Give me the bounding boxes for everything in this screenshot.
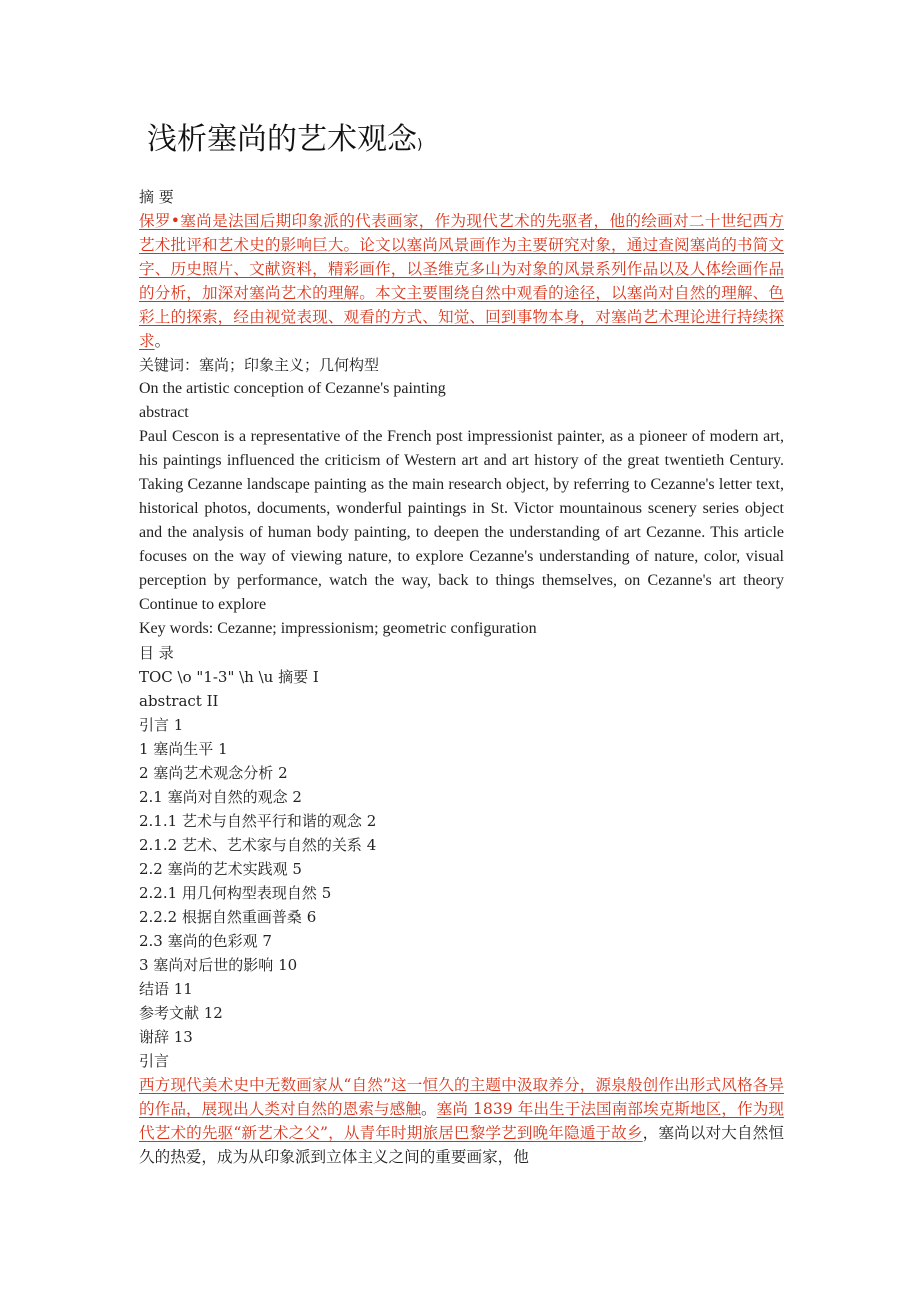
abstract-cn-end: 。 <box>154 332 171 350</box>
document-title <box>147 120 784 165</box>
toc-entry: 谢辞 13 <box>139 1028 193 1046</box>
abstract-en-paragraph: Paul Cescon is a representative of the French post impressionist painter, as a pioneer of modern art, his paintings influenced the criticism of Western art and art history of the great twentieth Century. Taking Cezanne landscape painting as the main research object, by referring to Cezanne's letter text, historical photos, documents, wonderful paintings in St. Victor mountainous scenery series object and the analysis of human body painting, to deepen the understanding of art Cezanne. This article focuses on the way of viewing nature, to explore Cezanne's understanding of nature, color, visual perception by performance, watch the way, back to things themselves, on Cezanne's art theory Continue to explore <box>139 428 784 613</box>
abstract-cn-paragraph <box>139 209 784 353</box>
toc-entry: 2 塞尚艺术观念分析 2 <box>139 764 288 782</box>
toc-entry: 2.1.2 艺术、艺术家与自然的关系 4 <box>139 836 377 854</box>
abstract-cn-part2: 论文以塞尚风景画作为主要研究对象，通过查阅塞尚的书简文字、历史照片、文献资料，精彩画作，以圣维克多山为对象的风景系列作品以及人体绘画作品的分析，加深对塞尚艺术的理解。 <box>139 236 784 302</box>
toc-entry: 2.2.2 根据自然重画普桑 6 <box>139 908 317 926</box>
toc-entry: abstract II <box>139 692 219 710</box>
intro-paragraph <box>139 1073 784 1169</box>
toc-entry: TOC \o "1-3" \h \u 摘要 I <box>139 668 319 686</box>
toc-entry: 1 塞尚生平 1 <box>139 740 228 758</box>
title-text: 浅析塞尚的艺术观念 <box>147 122 417 157</box>
abstract-cn-part3: 本文主要围绕自然中观看的途径，以塞尚对自然的理解、色彩上的探索，经由视觉表现、观看的方式、知觉、回到事物本身，对塞尚艺术理论进行持续探求 <box>139 284 784 350</box>
intro-part1: 西方现代美术史中无数画家从“自然”这一恒久的主题中汲取养分，源泉般创作出形式风格各异的作品，展现出人类对自然的恩索与感触 <box>139 1076 784 1118</box>
toc-entry: 2.2.1 用几何构型表现自然 5 <box>139 884 332 902</box>
toc-entry: 2.2 塞尚的艺术实践观 5 <box>139 860 302 878</box>
abstract-cn-heading: 摘 要 <box>139 188 174 206</box>
abstract-en-heading: abstract <box>139 404 189 421</box>
toc-entry: 2.3 塞尚的色彩观 7 <box>139 932 272 950</box>
toc-entry: 结语 11 <box>139 980 193 998</box>
toc-entry: 引言 1 <box>139 716 184 734</box>
title-en: On the artistic conception of Cezanne's painting <box>139 380 446 397</box>
toc-entry: 2.1 塞尚对自然的观念 2 <box>139 788 302 806</box>
toc-entry: 2.1.1 艺术与自然平行和谐的观念 2 <box>139 812 377 830</box>
intro-heading: 引言 <box>139 1052 170 1070</box>
toc-heading: 目 录 <box>139 644 174 662</box>
document-page <box>139 120 784 1169</box>
intro-part3: ，塞尚以对大自然恒久的热爱，成为从印象派到立体主义之间的重要画家，他 <box>139 1124 784 1166</box>
keywords-cn: 关键词：塞尚；印象主义；几何构型 <box>139 356 380 374</box>
keywords-en: Key words: Cezanne; impressionism; geometric configuration <box>139 620 537 637</box>
toc-entry: 参考文献 12 <box>139 1004 223 1022</box>
abstract-cn-part1: 保罗•塞尚是法国后期印象派的代表画家，作为现代艺术的先驱者，他的绘画对二十世纪西方艺术批评和艺术史的影响巨大。 <box>139 212 784 254</box>
intro-sep: 。 <box>420 1100 437 1118</box>
intro-part2: 塞尚 1839 年出生于法国南部埃克斯地区，作为现代艺术的先驱“新艺术之父”，从青年时期旅居巴黎学艺到晚年隐遁于故乡 <box>139 1100 784 1142</box>
toc-entry: 3 塞尚对后世的影响 10 <box>139 956 298 974</box>
toc-list <box>139 665 784 1049</box>
title-tail: ) <box>417 137 423 153</box>
